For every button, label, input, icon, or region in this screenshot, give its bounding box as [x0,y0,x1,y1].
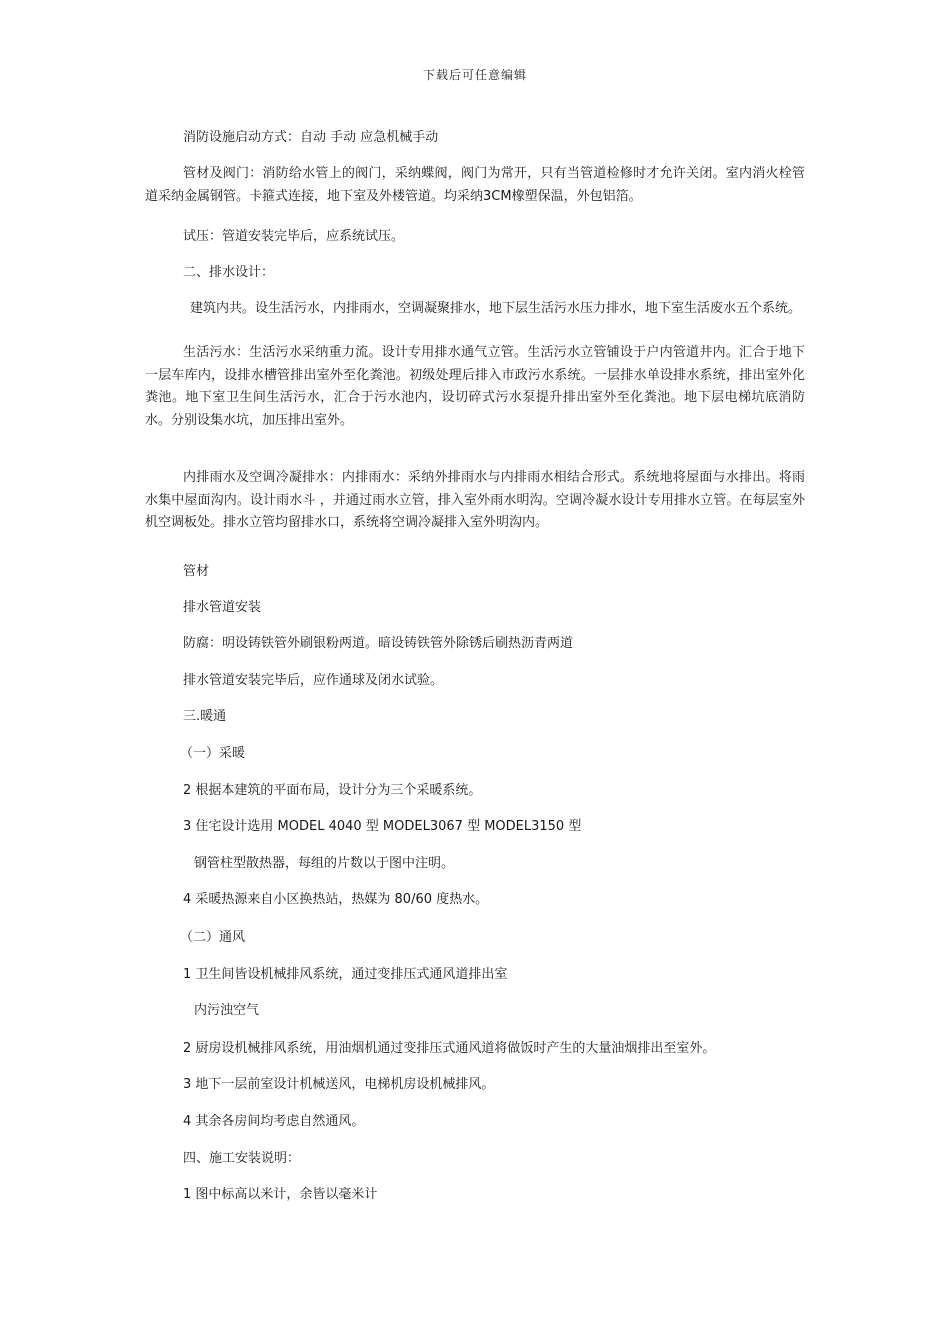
text-line: 钢管柱型散热器，每组的片数以于图中注明。 [194,856,455,871]
subsection-heading: （二）通风 [180,930,246,945]
paragraph: 管材及阀门：消防给水管上的阀门，采纳蝶阀，阀门为常开，只有当管道检修时才允许关闭。室内消火栓管道采纳金属钢管。卡箍式连接，地下室及外楼管道。均采纳3CM橡塑保温，外包铝箔。 [145,166,805,204]
paragraph: 建筑内共。设生活污水，内排雨水，空调凝聚排水，地下层生活污水压力排水，地下室生活废水五个系统。 [190,301,802,316]
text-line: 管材 [183,564,210,579]
paragraph: 内排雨水及空调冷凝排水：内排雨水：采纳外排雨水与内排雨水相结合形式。系统地将屋面与水排出。将雨水集中屋面沟内。设计雨水斗 ，并通过雨水立管，排入室外雨水明沟。空调冷凝水设计专用排水立管。在每层室外机空调板处。排水立管均留排水口，系统将空调冷凝排入室外明沟内。 [145,470,805,530]
text-line: 1 卫生间皆设机械排风系统，通过变排压式通风道排出室 [183,967,508,982]
subsection-heading: （一）采暖 [180,746,246,761]
text-line: 3 地下一层前室设计机械送风，电梯机房设机械排风。 [183,1077,495,1092]
section-heading: 四、施工安装说明： [183,1151,301,1166]
text-line: 内污浊空气 [194,1003,260,1018]
section-heading: 二、排水设计： [183,265,275,280]
text-line: 试压：管道安装完毕后，应系统试压。 [183,229,405,244]
text-line: 1 图中标高以米计，余皆以毫米计 [183,1187,378,1202]
text-line: 2 根据本建筑的平面布局，设计分为三个采暖系统。 [183,783,482,798]
text-line: 排水管道安装完毕后，应作通球及闭水试验。 [183,673,444,688]
text-line: 4 采暖热源来自小区换热站，热媒为 80/60 度热水。 [183,892,489,907]
section-heading: 三.暖通 [183,709,227,724]
text-line: 2 厨房设机械排风系统，用油烟机通过变排压式通风道将做饭时产生的大量油烟排出至室外。 [183,1041,716,1056]
text-line: 排水管道安装 [183,600,262,615]
text-line: 4 其余各房间均考虑自然通风。 [183,1114,365,1129]
text-line: 防腐：明设铸铁管外刷银粉两道。暗设铸铁管外除锈后刷热沥青两道 [183,636,574,651]
text-line: 消防设施启动方式：自动 手动 应急机械手动 [183,130,439,145]
paragraph: 生活污水：生活污水采纳重力流。设计专用排水通气立管。生活污水立管铺设于户内管道井内。汇合于地下一层车库内，设排水槽管排出室外至化粪池。初级处理后排入市政污水系统。一层排水单设排水系统，排出室外化粪池。地下室卫生间生活污水，汇合于污水池内，设切碎式污水泵提升排出室外至化粪池。地下层电梯坑底消防水。分别设集水坑，加压排出室外。 [145,345,805,428]
page-header: 下载后可任意编辑 [422,68,527,82]
text-line: 3 住宅设计选用 MODEL 4040 型 MODEL3067 型 MODEL3150 型 [183,819,582,834]
